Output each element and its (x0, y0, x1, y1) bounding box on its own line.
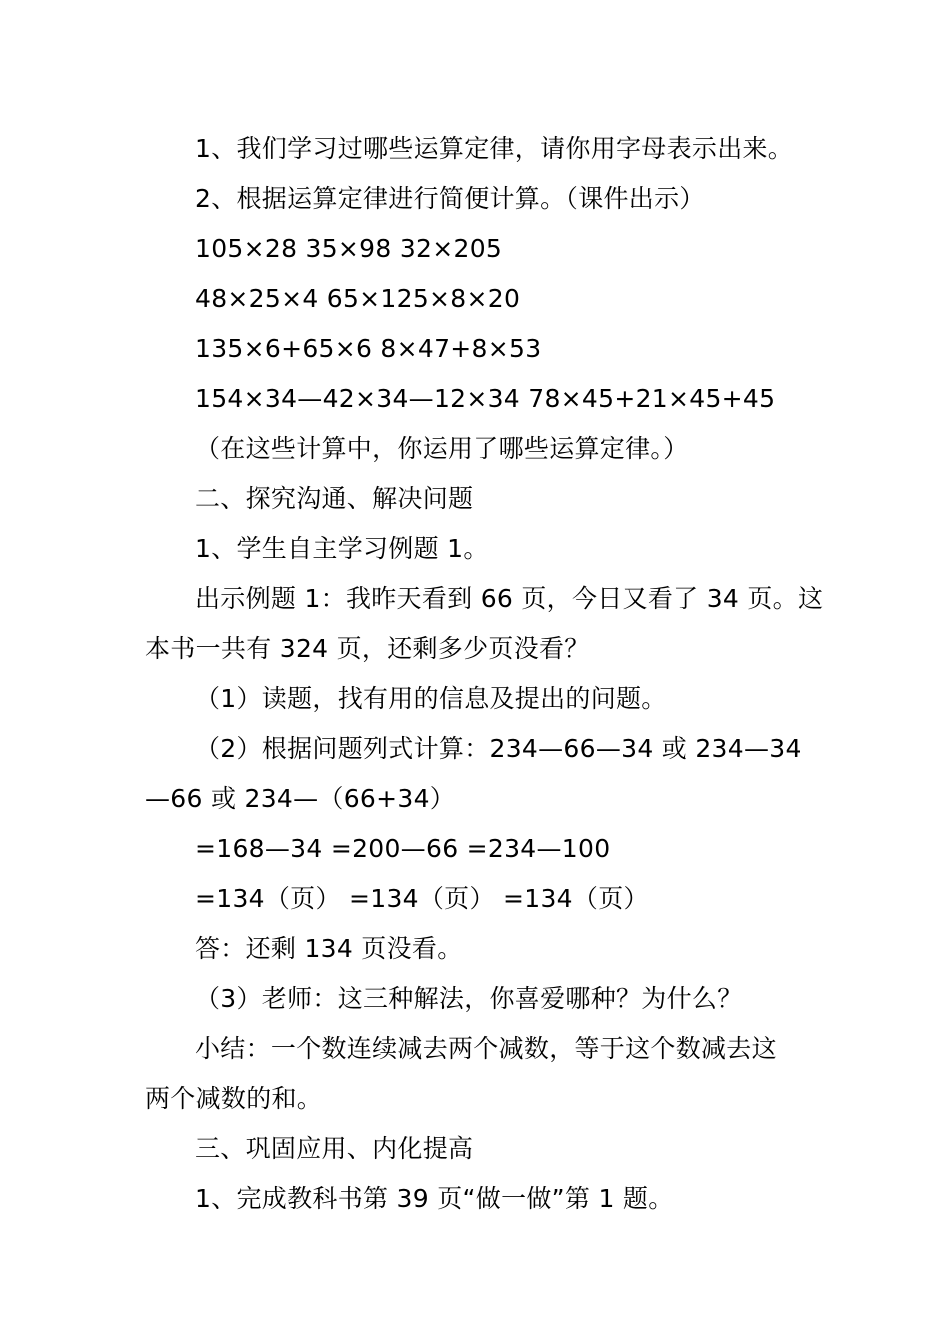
text-line: =168—34 =200—66 =234—100 (195, 834, 611, 863)
text-line: 1、我们学习过哪些运算定律，请你用字母表示出来。 (195, 134, 794, 163)
text-line: （3）老师：这三种解法，你喜爱哪种？为什么？ (195, 984, 743, 1013)
section-heading: 三、巩固应用、内化提高 (195, 1134, 474, 1163)
text-line: 小结：一个数连续减去两个减数，等于这个数减去这 (195, 1034, 777, 1063)
text-line: —66 或 234—（66+34） (145, 784, 456, 813)
section-heading: 二、探究沟通、解决问题 (195, 484, 474, 513)
text-line: 出示例题 1：我昨天看到 66 页，今日又看了 34 页。这 (195, 584, 824, 613)
text-line: （在这些计算中，你运用了哪些运算定律。） (195, 434, 689, 463)
text-line: 两个减数的和。 (145, 1084, 323, 1113)
text-line: 154×34—42×34—12×34 78×45+21×45+45 (195, 384, 776, 413)
text-line: =134（页） =134（页） =134（页） (195, 884, 649, 913)
text-line: 1、学生自主学习例题 1。 (195, 534, 489, 563)
text-line: 135×6+65×6 8×47+8×53 (195, 334, 542, 363)
text-line: （2）根据问题列式计算：234—66—34 或 234—34 (195, 734, 802, 763)
text-line: 1、完成教科书第 39 页“做一做”第 1 题。 (195, 1184, 674, 1213)
text-line: 2、根据运算定律进行简便计算。（课件出示） (195, 184, 705, 213)
text-line: 105×28 35×98 32×205 (195, 234, 503, 263)
text-line: 48×25×4 65×125×8×20 (195, 284, 521, 313)
text-line: 答：还剩 134 页没看。 (195, 934, 463, 963)
text-line: （1）读题，找有用的信息及提出的问题。 (195, 684, 667, 713)
text-line: 本书一共有 324 页，还剩多少页没看？ (145, 634, 590, 663)
